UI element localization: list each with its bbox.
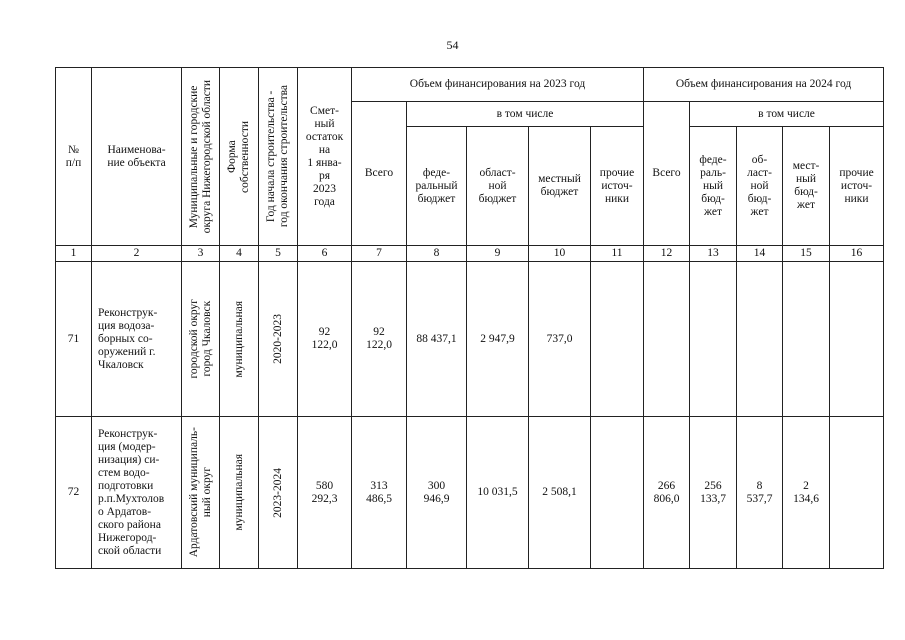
row-federal-2023: 88 437,1 — [407, 262, 467, 417]
table-row — [56, 417, 884, 569]
column-number: 13 — [690, 246, 737, 262]
row-total-2024: 266 806,0 — [644, 417, 690, 569]
header-total-2024: Всего — [644, 102, 690, 246]
header-regional-2023: област- ной бюджет — [467, 127, 529, 246]
column-number: 10 — [529, 246, 591, 262]
row-local-2023: 737,0 — [529, 262, 591, 417]
header-years: Год начала строительства - год окончания строительства — [259, 68, 298, 246]
header-municipality: Муниципальные и городские округа Нижегородской области — [182, 68, 220, 246]
row-total-2024 — [644, 262, 690, 417]
column-number: 9 — [467, 246, 529, 262]
header-other-2023: прочие источ- ники — [591, 127, 644, 246]
row-regional-2024 — [737, 262, 783, 417]
column-number: 16 — [830, 246, 884, 262]
column-number: 14 — [737, 246, 783, 262]
row-other-2024 — [830, 417, 884, 569]
row-local-2023: 2 508,1 — [529, 417, 591, 569]
header-local-2023: местный бюджет — [529, 127, 591, 246]
row-no: 71 — [56, 262, 92, 417]
header-total-2023: Всего — [352, 102, 407, 246]
funding-table — [55, 67, 884, 569]
row-ownership: муниципальная — [220, 417, 259, 569]
row-no: 72 — [56, 417, 92, 569]
header-regional-2024: об- ласт- ной бюд- жет — [737, 127, 783, 246]
row-regional-2023: 2 947,9 — [467, 262, 529, 417]
row-remaining: 580 292,3 — [298, 417, 352, 569]
row-ownership: муниципальная — [220, 262, 259, 417]
page-number: 54 — [446, 38, 459, 52]
row-total-2023: 313 486,5 — [352, 417, 407, 569]
row-years: 2023-2024 — [259, 417, 298, 569]
row-years: 2020-2023 — [259, 262, 298, 417]
row-federal-2024: 256 133,7 — [690, 417, 737, 569]
column-number-row — [56, 246, 884, 262]
header-including-2024: в том числе — [690, 102, 884, 127]
row-municipality: Ардатовский муниципаль- ный округ — [182, 417, 220, 569]
header-name: Наименова- ние объекта — [92, 68, 182, 246]
column-number: 11 — [591, 246, 644, 262]
column-number: 2 — [92, 246, 182, 262]
row-municipality: городской округ город Чкаловск — [182, 262, 220, 417]
row-object-name: Реконструк- ция водоза- борных со- оружений г. Чкаловск — [92, 262, 182, 417]
header-local-2024: мест- ный бюд- жет — [783, 127, 830, 246]
row-other-2024 — [830, 262, 884, 417]
row-federal-2023: 300 946,9 — [407, 417, 467, 569]
header-no: № п/п — [56, 68, 92, 246]
row-other-2023 — [591, 417, 644, 569]
header-funding-2024: Объем финансирования на 2024 год — [644, 68, 884, 102]
header-other-2024: прочие источ- ники — [830, 127, 884, 246]
row-federal-2024 — [690, 262, 737, 417]
header-federal-2024: феде- раль- ный бюд- жет — [690, 127, 737, 246]
column-number: 8 — [407, 246, 467, 262]
table-row — [56, 262, 884, 417]
row-regional-2024: 8 537,7 — [737, 417, 783, 569]
column-number: 12 — [644, 246, 690, 262]
row-regional-2023: 10 031,5 — [467, 417, 529, 569]
header-remaining: Смет- ный остаток на 1 янва- ря 2023 года — [298, 68, 352, 246]
row-local-2024: 2 134,6 — [783, 417, 830, 569]
row-object-name: Реконструк- ция (модер- низация) си- стем водо- подготовки р.п.Мухтолов о Ардатов- ского района Нижегород- ской области — [92, 417, 182, 569]
column-number: 3 — [182, 246, 220, 262]
header-ownership: Форма собственности — [220, 68, 259, 246]
row-local-2024 — [783, 262, 830, 417]
row-other-2023 — [591, 262, 644, 417]
column-number: 4 — [220, 246, 259, 262]
header-including-2023: в том числе — [407, 102, 644, 127]
column-number: 7 — [352, 246, 407, 262]
column-number: 15 — [783, 246, 830, 262]
column-number: 1 — [56, 246, 92, 262]
column-number: 6 — [298, 246, 352, 262]
header-funding-2023: Объем финансирования на 2023 год — [352, 68, 644, 102]
row-remaining: 92 122,0 — [298, 262, 352, 417]
header-federal-2023: феде- ральный бюджет — [407, 127, 467, 246]
column-number: 5 — [259, 246, 298, 262]
row-total-2023: 92 122,0 — [352, 262, 407, 417]
